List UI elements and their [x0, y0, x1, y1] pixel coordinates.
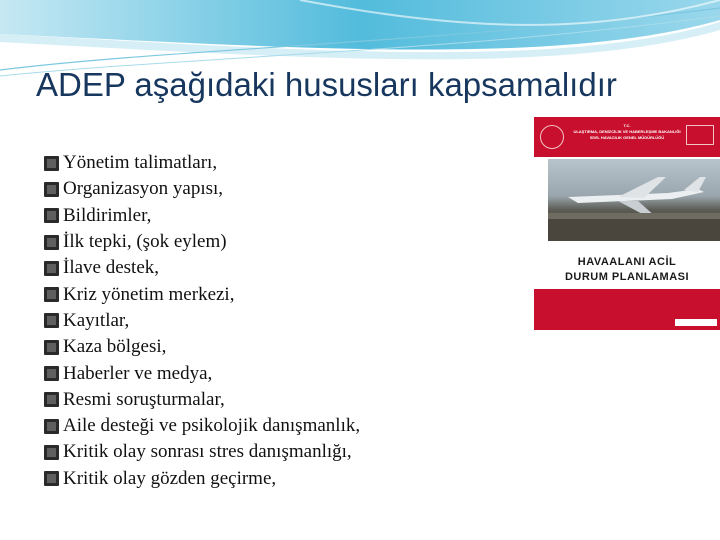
list-item [44, 308, 360, 334]
bullet-icon [44, 313, 59, 328]
list-item-text: Organizasyon yapısı, [63, 178, 224, 200]
list-item [44, 439, 360, 465]
bullet-icon [44, 366, 59, 381]
list-item-text: Bildirimler, [63, 204, 152, 226]
bullet-icon [44, 471, 59, 486]
list-item [44, 387, 360, 413]
bullet-icon [44, 182, 59, 197]
shgm-logo-icon [686, 125, 714, 145]
list-item-text: Kritik olay sonrası stres danışmanlığı, [63, 441, 352, 463]
bullet-icon [44, 208, 59, 223]
bullet-list [44, 150, 360, 492]
list-item [44, 203, 360, 229]
cover-header-band [534, 117, 720, 157]
book-cover-image [534, 117, 720, 330]
list-item-text: Kritik olay gözden geçirme, [63, 467, 277, 489]
list-item [44, 255, 360, 281]
list-item-text: Haberler ve medya, [63, 362, 213, 384]
bullet-icon [44, 340, 59, 355]
list-item [44, 466, 360, 492]
list-item [44, 413, 360, 439]
cover-footer-band [534, 289, 720, 330]
list-item [44, 360, 360, 386]
list-item [44, 176, 360, 202]
bullet-icon [44, 392, 59, 407]
cover-header-text: T.C. ULAŞTIRMA, DENİZCİLİK VE HABERLEŞME BAKANLIĞI SİVİL HAVACILIK GENEL MÜDÜRLÜĞÜ [573, 123, 681, 140]
bullet-icon [44, 419, 59, 434]
bullet-icon [44, 445, 59, 460]
bullet-icon [44, 261, 59, 276]
list-item [44, 334, 360, 360]
cover-title: HAVAALANI ACİL DURUM PLANLAMASI [564, 256, 690, 283]
list-item-text: Aile desteği ve psikolojik danışmanlık, [63, 415, 361, 437]
list-item-text: Yönetim talimatları, [63, 152, 218, 174]
bullet-icon [44, 235, 59, 250]
bullet-icon [44, 156, 59, 171]
list-item-text: İlk tepki, (şok eylem) [63, 231, 227, 253]
list-item-text: Kriz yönetim merkezi, [63, 283, 235, 305]
list-item-text: Kaza bölgesi, [63, 336, 167, 358]
airplane-icon [548, 159, 720, 241]
list-item [44, 229, 360, 255]
list-item-text: Resmi soruşturmalar, [63, 388, 225, 410]
list-item [44, 150, 360, 176]
list-item [44, 281, 360, 307]
slide-title: ADEP aşağıdaki hususları kapsamalıdır [36, 66, 617, 103]
list-item-text: Kayıtlar, [63, 309, 130, 331]
airplane-photo [548, 159, 720, 241]
ministry-emblem-icon [540, 125, 564, 149]
list-item-text: İlave destek, [63, 257, 160, 279]
bullet-icon [44, 287, 59, 302]
cover-code-label [675, 319, 717, 326]
